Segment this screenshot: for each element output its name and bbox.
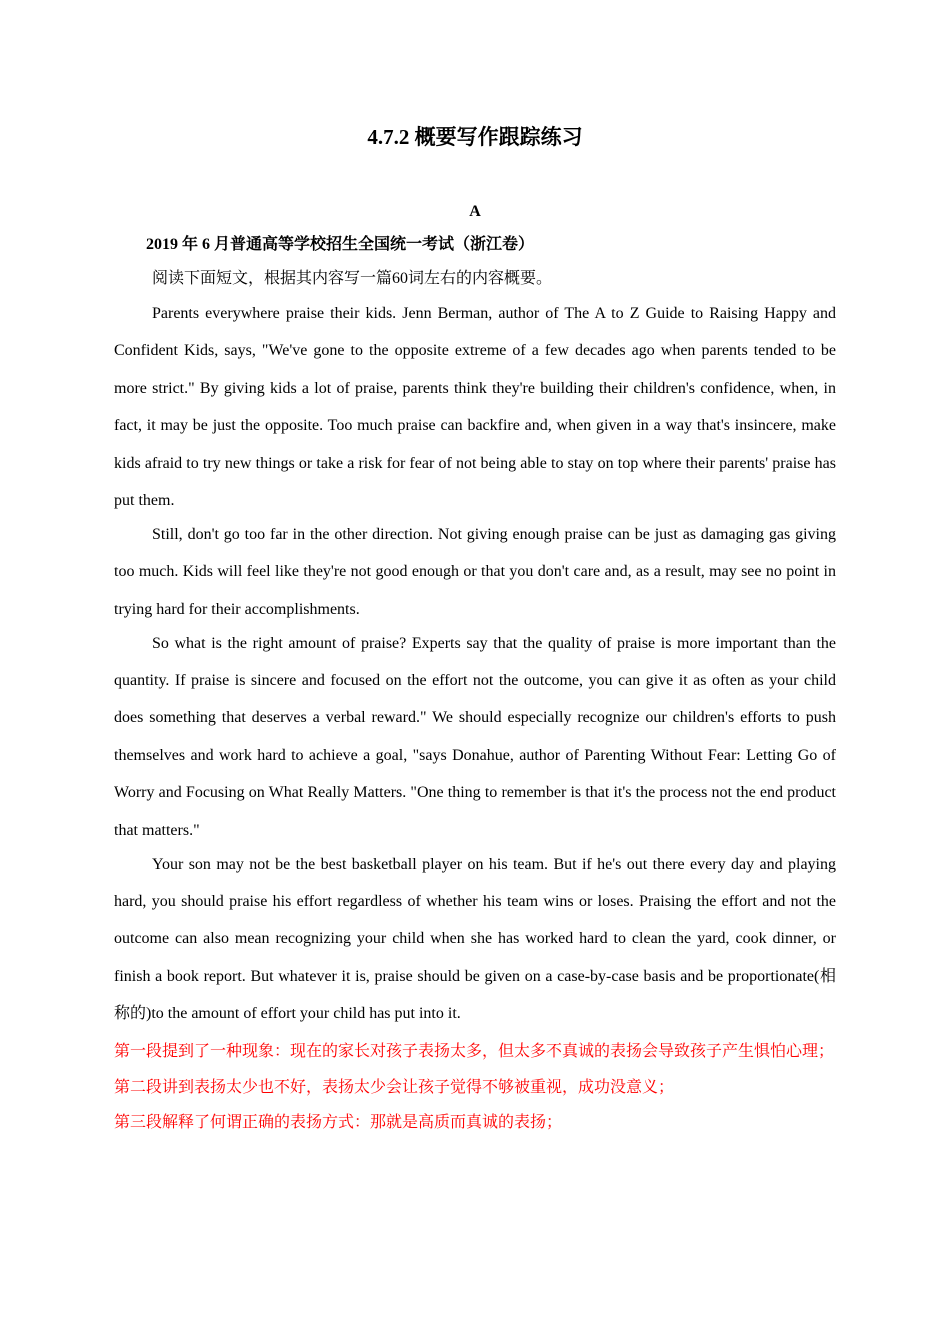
passage-paragraph-1: Parents everywhere praise their kids. Jenn Berman, author of The A to Z Guide to Raising Happy and Confident Kids, says, "We've gone to the opposite extreme of a few decades ago when parents tended to be more strict." By giving kids a lot of praise, parents think they're building their children's confidence, when, in fact, it may be just the opposite. Too much praise can backfire and, when given in a way that's insincere, make kids afraid to try new things or take a risk for fear of not being able to stay on top where their parents' praise has put them. xyxy=(114,305,836,510)
page-title: 4.7.2 概要写作跟踪练习 xyxy=(367,125,583,149)
passage-paragraph-4: Your son may not be the best basketball player on his team. But if he's out there every day and playing hard, you should praise his effort regardless of whether his team wins or loses. Praising the effort and not the outcome can also mean recognizing your child when she has worked hard to clean the yard, cook dinner, or finish a book report. But whatever it is, praise should be given on a case-by-case basis and be proportionate(相称的)to the amount of effort your child has put into it. xyxy=(114,855,836,1023)
passage-paragraph-3: So what is the right amount of praise? Experts say that the quality of praise is more important than the quantity. If praise is sincere and focused on the effort not the outcome, you can give it as often as your child does something that deserves a verbal reward." We should especially recognize our children's efforts to push themselves and work hard to achieve a goal, "says Donahue, author of Parenting Without Fear: Letting Go of Worry and Focusing on What Really Matters. "One thing to remember is that it's the process not the end product that matters." xyxy=(114,634,836,839)
passage-paragraph-2: Still, don't go too far in the other direction. Not giving enough praise can be just as damaging gas giving too much. Kids will feel like they're not good enough or that you don't care and, as a result, may see no point in trying hard for their accomplishments. xyxy=(114,525,836,618)
summary-notes xyxy=(114,1034,836,1141)
summary-line-1: 第一段提到了一种现象：现在的家长对孩子表扬太多，但太多不真诚的表扬会导致孩子产生惧怕心理； xyxy=(114,1043,835,1060)
reading-passage xyxy=(114,295,836,1029)
instruction-text: 阅读下面短文，根据其内容写一篇60词左右的内容概要。 xyxy=(152,270,553,287)
exam-source: 2019 年 6 月普通高等学校招生全国统一考试（浙江卷） xyxy=(146,236,535,253)
section-label: A xyxy=(469,203,481,220)
summary-line-2: 第二段讲到表扬太少也不好，表扬太少会让孩子觉得不够被重视，成功没意义； xyxy=(114,1078,675,1096)
summary-line-3: 第三段解释了何谓正确的表扬方式：那就是高质而真诚的表扬； xyxy=(114,1114,563,1131)
